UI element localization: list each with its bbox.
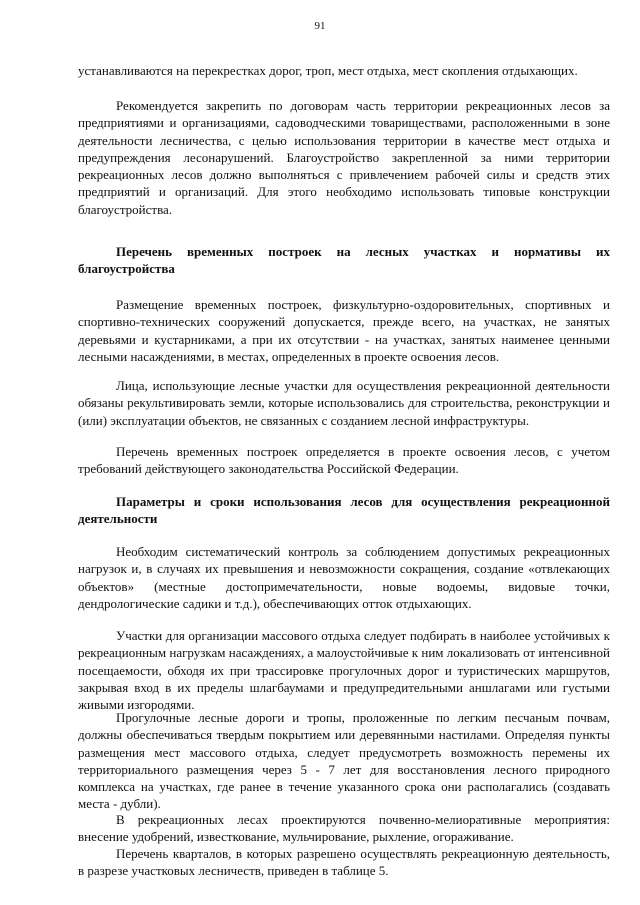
paragraph-list-defined: Перечень временных построек определяется в проекте освоения лесов, с учетом требований действующего законодательства Российской Федерации. [78,444,610,477]
paragraph-soil-measures: В рекреационных лесах проектируются почвенно-мелиоративные мероприятия: внесение удобрений, известкование, мульчирование, рыхление, огораживание. [78,812,610,845]
paragraph-lease-recommendation: Рекомендуется закрепить по договорам часть территории рекреационных лесов за предприятиями и организациями, садоводческими товариществами, расположенными в зоне деятельности лесничества, с целью использования территории в качестве мест отдыха и предупреждения лесонарушений. Благоустройство закрепленной за ними территории рекреационных лесов должно выполняться с привлечением рабочей силы и средств этих предприятий и организаций. Для этого необходимо использовать типовые конструкции благоустройства. [78,98,610,217]
section-heading-temporary-buildings: Перечень временных построек на лесных участках и нормативы их благоустройства [78,244,610,277]
paragraph-reclamation: Лица, использующие лесные участки для осуществления рекреационной деятельности обязаны рекультивировать земли, которые использовались для строительства, реконструкции и (или) эксплуатации объектов, не связанных с созданием лесной инфраструктуры. [78,378,610,428]
section-heading-parameters: Параметры и сроки использования лесов для осуществления рекреационной деятельности [78,494,610,527]
paragraph-mass-recreation-sites: Участки для организации массового отдыха следует подбирать в наиболее устойчивых к рекреационным нагрузкам насаждениях, а малоустойчивые к ним локализовать от интенсивной посещаемости, обходя их при трассировке прогулочных дорог и туристических маршрутов, закрывая вход в их пределы шлагбаумами и предупредительными аншлагами или густыми живыми изгородями. [78,628,610,713]
page-number: 91 [314,20,326,32]
paragraph-load-control: Необходим систематический контроль за соблюдением допустимых рекреационных нагрузок и, в случаях их превышения и невозможности сокращения, создание «отвлекающих объектов» (местные достопримечательности, новые водоемы, видовые точки, дендрологические садики и т.д.), обеспечивающих отток отдыхающих. [78,544,610,611]
paragraph-table-reference: Перечень кварталов, в которых разрешено осуществлять рекреационную деятельность, в разрезе участковых лесничеств, приведен в таблице 5. [78,846,610,879]
paragraph-continuation: устанавливаются на перекрестках дорог, троп, мест отдыха, мест скопления отдыхающих. [78,63,578,78]
paragraph-walking-paths: Прогулочные лесные дороги и тропы, проложенные по легким песчаным почвам, должны обеспечиваться твердым покрытием или деревянными настилами. Определяя пункты размещения мест массового отдыха, следует предусмотреть возможность перемены их территориального размещения через 5 - 7 лет для восстановления лесного природного комплекса на участках, где ранее в течение указанного срока они располагались (создавать места - дубли). [78,710,610,812]
paragraph-placement: Размещение временных построек, физкультурно-оздоровительных, спортивных и спортивно-технических сооружений допускается, прежде всего, на участках, не занятых деревьями и кустарниками, а при их отсутствии - на участках, занятых наименее ценными лесными насаждениями, в местах, определенных в проекте освоения лесов. [78,297,610,364]
